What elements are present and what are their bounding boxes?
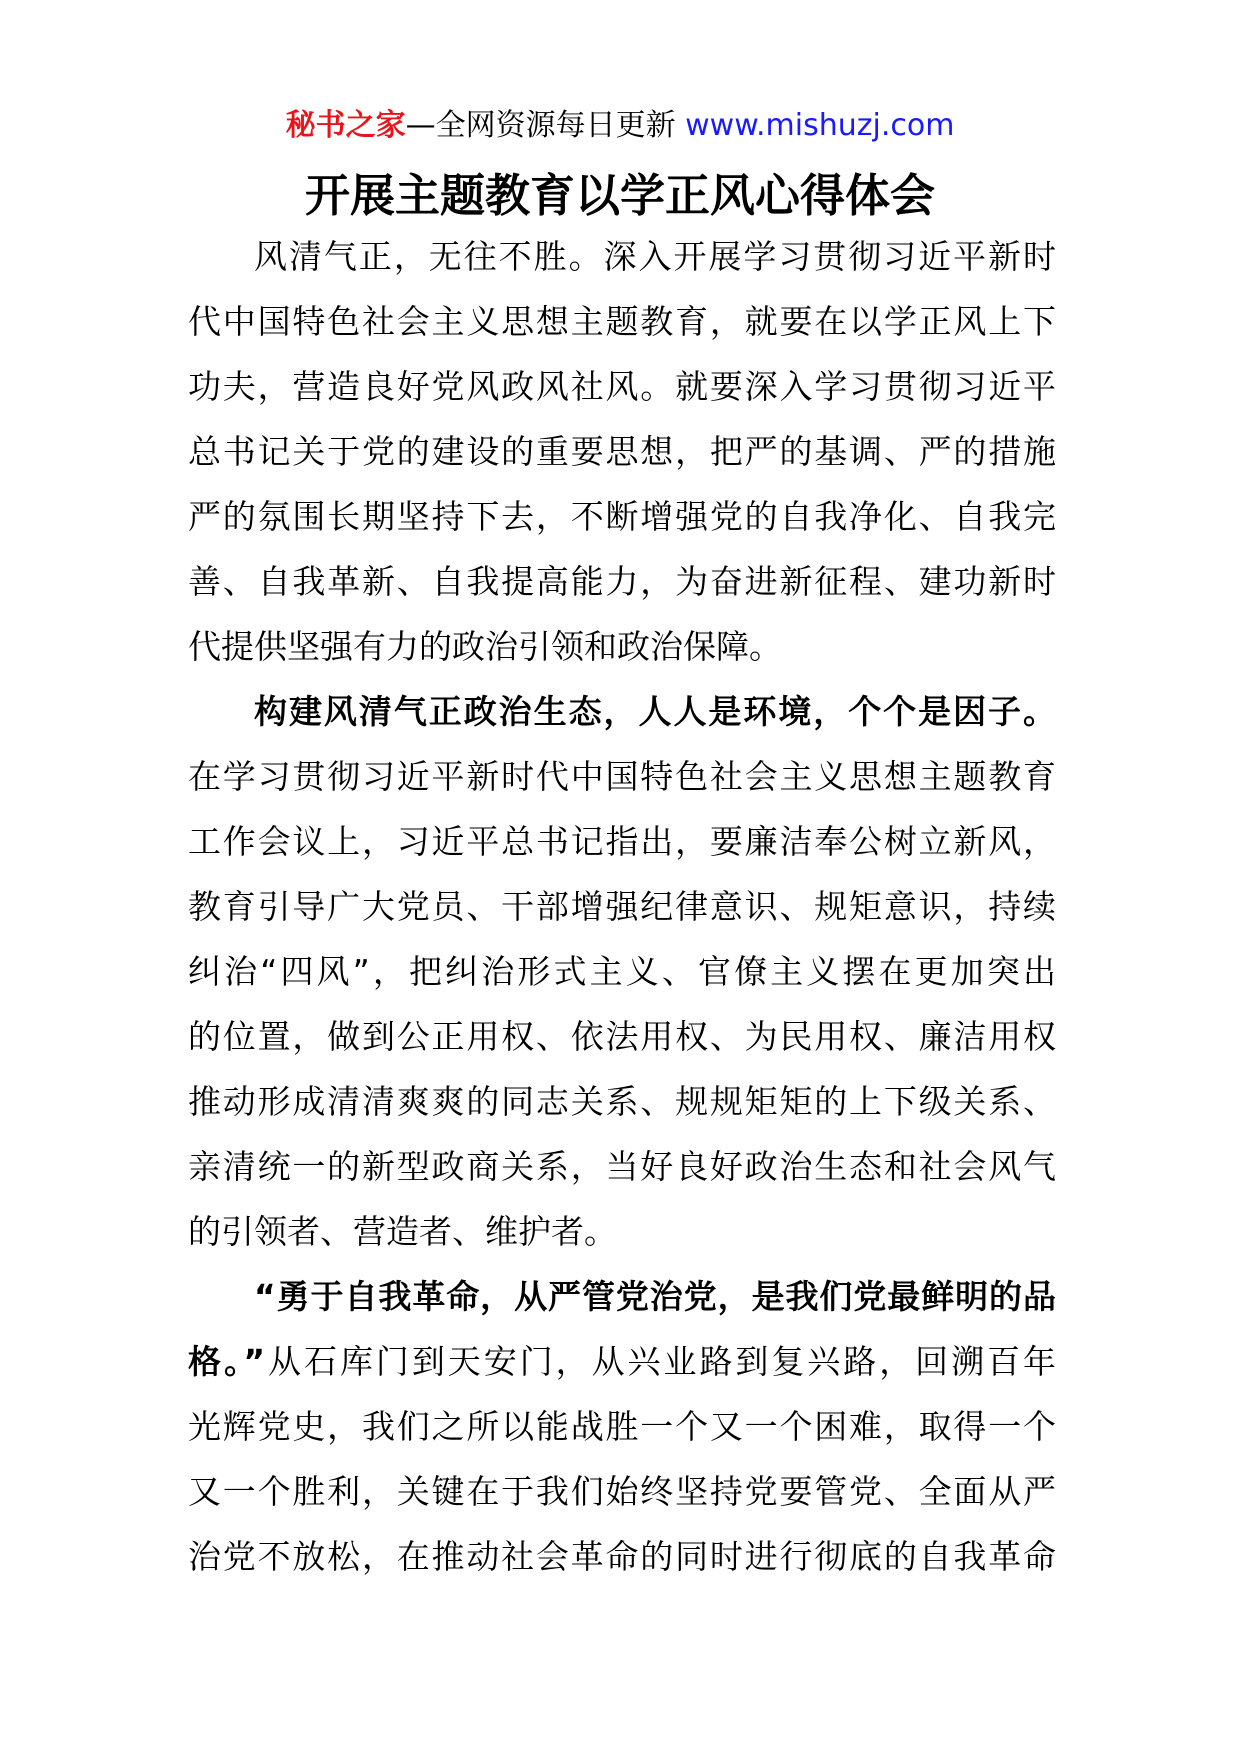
body-line: 的引领者、营造者、维护者。: [188, 1212, 617, 1251]
body-line: 代中国特色社会主义思想主题教育，就要在以学正风上下: [188, 302, 1056, 341]
body-line: 推动形成清清爽爽的同志关系、规规矩矩的上下级关系、: [188, 1082, 1056, 1121]
body-line: 教育引导广大党员、干部增强纪律意识、规矩意识，持续: [188, 887, 1056, 926]
body-line: 功夫，营造良好党风政风社风。就要深入学习贯彻习近平: [188, 367, 1056, 406]
body-line: 严的氛围长期坚持下去，不断增强党的自我净化、自我完: [188, 497, 1056, 536]
document-title: 开展主题教育以学正风心得体会: [304, 169, 935, 222]
site-header: [0, 104, 1240, 148]
body-line: 治党不放松，在推动社会革命的同时进行彻底的自我革命: [188, 1537, 1056, 1576]
body-line: 光辉党史，我们之所以能战胜一个又一个困难，取得一个: [188, 1407, 1056, 1446]
body-line: 在学习贯彻习近平新时代中国特色社会主义思想主题教育: [188, 757, 1056, 796]
body-line: 工作会议上，习近平总书记指出，要廉洁奉公树立新风，: [188, 822, 1056, 861]
body-line: 又一个胜利，关键在于我们始终坚持党要管党、全面从严: [188, 1472, 1056, 1511]
body-line: 亲清统一的新型政商关系，当好良好政治生态和社会风气: [188, 1147, 1056, 1186]
body-line-tail: 从石库门到天安门，从兴业路到复兴路，回溯百年: [265, 1342, 1056, 1381]
body-line: [188, 1329, 1056, 1394]
body-line: 的位置，做到公正用权、依法用权、为民用权、廉洁用权: [188, 1017, 1056, 1056]
bold-lead-sentence: 构建风清气正政治生态，人人是环境，个个是因子。: [254, 692, 1056, 731]
bold-lead-end: 格。”: [188, 1342, 266, 1381]
body-line: 代提供坚强有力的政治引领和政治保障。: [188, 627, 782, 666]
site-url-link[interactable]: www.mishuzj.com: [685, 108, 955, 143]
site-tagline: —全网资源每日更新: [405, 108, 686, 143]
body-line: 善、自我革新、自我提高能力，为奋进新征程、建功新时: [188, 562, 1056, 601]
site-brand: 秘书之家: [285, 108, 406, 143]
body-line: 总书记关于党的建设的重要思想，把严的基调、严的措施: [188, 432, 1056, 471]
bold-lead-sentence: “勇于自我革命，从严管党治党，是我们党最鲜明的品: [254, 1277, 1056, 1316]
document-body: [188, 224, 1056, 1589]
body-line: 纠治“四风”，把纠治形式主义、官僚主义摆在更加突出: [188, 952, 1056, 991]
body-line: 风清气正，无往不胜。深入开展学习贯彻习近平新时: [254, 237, 1056, 276]
